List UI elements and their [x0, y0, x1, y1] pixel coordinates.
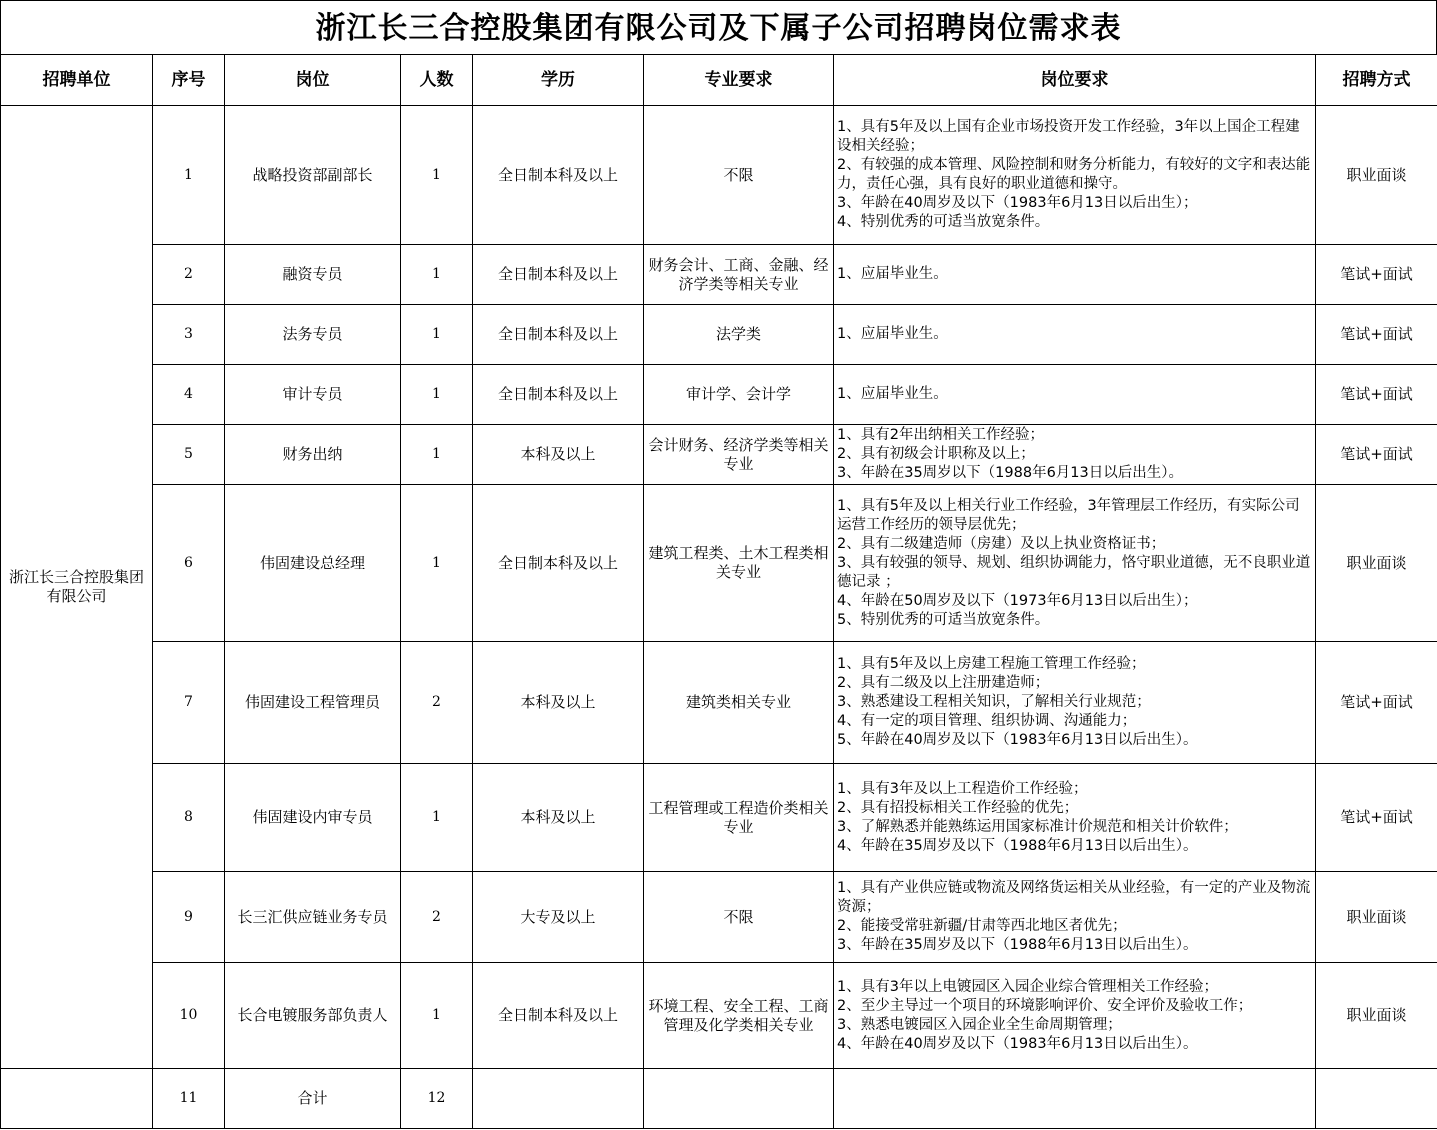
requirement-line: 1、具有3年以上电镀园区入园企业综合管理相关工作经验；	[837, 978, 1218, 995]
header-major: 专业要求	[644, 55, 834, 106]
sheet-title: 浙江长三合控股集团有限公司及下属子公司招聘岗位需求表	[0, 0, 1437, 54]
table-row	[1, 485, 1437, 642]
row-major: 法学类	[644, 305, 834, 365]
row-no: 7	[153, 642, 225, 764]
requirement-line: 1、具有2年出纳相关工作经验；	[837, 427, 1044, 443]
requirement-line: 2、具有二级建造师（房建）及以上执业资格证书；	[837, 535, 1166, 552]
row-requirements	[834, 425, 1316, 485]
header-unit: 招聘单位	[1, 55, 153, 106]
requirement-line: 2、具有二级及以上注册建造师；	[837, 675, 1050, 691]
row-major: 会计财务、经济学类等相关专业	[644, 425, 834, 485]
requirement-line: 3、熟悉建设工程相关知识，了解相关行业规范；	[837, 694, 1151, 710]
row-position: 审计专员	[225, 365, 401, 425]
row-position: 战略投资部副部长	[225, 106, 401, 245]
requirement-line: 3、年龄在40周岁及以下（1983年6月13日以后出生）；	[837, 195, 1198, 211]
row-method: 职业面谈	[1316, 872, 1437, 963]
table-row	[1, 764, 1437, 872]
row-no: 6	[153, 485, 225, 642]
requirement-line: 5、特别优秀的可适当放宽条件。	[837, 611, 1050, 628]
row-position: 财务出纳	[225, 425, 401, 485]
table-row	[1, 642, 1437, 764]
requirement-line: 3、具有较强的领导、规划、组织协调能力，恪守职业道德，无不良职业道德记录 ；	[837, 554, 1311, 590]
row-position: 伟固建设内审专员	[225, 764, 401, 872]
requirement-line: 1、应届毕业生。	[837, 386, 948, 402]
requirement-line: 5、年龄在40周岁及以下（1983年6月13日以后出生）。	[837, 732, 1198, 748]
requirement-line: 2、具有招投标相关工作经验的优先；	[837, 799, 1079, 816]
row-requirements	[834, 642, 1316, 764]
recruiting-unit-cell: 浙江长三合控股集团有限公司	[1, 106, 153, 1069]
row-education: 全日制本科及以上	[473, 245, 644, 305]
table-row	[1, 963, 1437, 1069]
row-count: 1	[401, 764, 473, 872]
total-no: 11	[153, 1069, 225, 1129]
requirement-line: 1、应届毕业生。	[837, 326, 948, 342]
requirement-line: 4、年龄在50周岁及以下（1973年6月13日以后出生）；	[837, 592, 1198, 609]
row-education: 本科及以上	[473, 425, 644, 485]
row-count: 1	[401, 485, 473, 642]
row-education: 全日制本科及以上	[473, 305, 644, 365]
row-position: 融资专员	[225, 245, 401, 305]
requirement-line: 2、至少主导过一个项目的环境影响评价、安全评价及验收工作；	[837, 997, 1253, 1014]
row-no: 4	[153, 365, 225, 425]
row-education: 大专及以上	[473, 872, 644, 963]
header-education: 学历	[473, 55, 644, 106]
row-requirements	[834, 963, 1316, 1069]
row-education: 全日制本科及以上	[473, 365, 644, 425]
row-method: 笔试+面试	[1316, 305, 1437, 365]
header-row	[1, 55, 1437, 106]
row-method: 职业面谈	[1316, 106, 1437, 245]
row-education: 全日制本科及以上	[473, 485, 644, 642]
total-empty-requirements	[834, 1069, 1316, 1129]
requirement-line: 3、熟悉电镀园区入园企业全生命周期管理；	[837, 1016, 1122, 1033]
requirement-line: 4、有一定的项目管理、组织协调、沟通能力；	[837, 713, 1137, 729]
row-count: 1	[401, 305, 473, 365]
total-label: 合计	[225, 1069, 401, 1129]
row-education: 本科及以上	[473, 642, 644, 764]
row-education: 全日制本科及以上	[473, 106, 644, 245]
requirement-line: 1、具有5年及以上相关行业工作经验，3年管理层工作经历，有实际公司运营工作经历的领导层优先；	[837, 497, 1300, 533]
row-requirements	[834, 872, 1316, 963]
table-row	[1, 365, 1437, 425]
row-count: 1	[401, 963, 473, 1069]
header-method: 招聘方式	[1316, 55, 1437, 106]
row-major: 不限	[644, 106, 834, 245]
requirement-line: 2、具有初级会计职称及以上；	[837, 446, 1035, 462]
row-no: 9	[153, 872, 225, 963]
row-method: 职业面谈	[1316, 485, 1437, 642]
row-requirements	[834, 485, 1316, 642]
row-requirements	[834, 305, 1316, 365]
total-count: 12	[401, 1069, 473, 1129]
row-method: 笔试+面试	[1316, 365, 1437, 425]
requirement-line: 1、应届毕业生。	[837, 266, 948, 282]
row-no: 1	[153, 106, 225, 245]
total-empty-unit	[1, 1069, 153, 1129]
row-major: 建筑工程类、土木工程类相关专业	[644, 485, 834, 642]
table-row	[1, 245, 1437, 305]
total-empty-method	[1316, 1069, 1437, 1129]
requirement-line: 1、具有产业供应链或物流及网络货运相关从业经验，有一定的产业及物流资源；	[837, 880, 1311, 915]
row-requirements	[834, 365, 1316, 425]
recruitment-table	[0, 54, 1437, 1129]
row-count: 1	[401, 106, 473, 245]
row-no: 2	[153, 245, 225, 305]
row-count: 1	[401, 245, 473, 305]
header-requirements: 岗位要求	[834, 55, 1316, 106]
table-row	[1, 106, 1437, 245]
row-method: 笔试+面试	[1316, 764, 1437, 872]
row-count: 2	[401, 642, 473, 764]
row-method: 笔试+面试	[1316, 642, 1437, 764]
header-position: 岗位	[225, 55, 401, 106]
row-education: 本科及以上	[473, 764, 644, 872]
requirement-line: 1、具有3年及以上工程造价工作经验；	[837, 780, 1088, 797]
row-no: 5	[153, 425, 225, 485]
requirement-line: 3、年龄在35周岁以下（1988年6月13日以后出生）。	[837, 465, 1184, 481]
row-no: 3	[153, 305, 225, 365]
requirement-line: 3、了解熟悉并能熟练运用国家标准计价规范和相关计价软件；	[837, 818, 1238, 835]
row-major: 工程管理或工程造价类相关专业	[644, 764, 834, 872]
row-count: 2	[401, 872, 473, 963]
row-major: 环境工程、安全工程、工商管理及化学类相关专业	[644, 963, 834, 1069]
row-requirements	[834, 245, 1316, 305]
requirement-line: 1、具有5年及以上房建工程施工管理工作经验；	[837, 656, 1146, 672]
row-requirements	[834, 106, 1316, 245]
total-empty-education	[473, 1069, 644, 1129]
row-method: 笔试+面试	[1316, 425, 1437, 485]
row-position: 伟固建设总经理	[225, 485, 401, 642]
row-requirements	[834, 764, 1316, 872]
row-education: 全日制本科及以上	[473, 963, 644, 1069]
table-row	[1, 872, 1437, 963]
row-position: 长三汇供应链业务专员	[225, 872, 401, 963]
table-row	[1, 425, 1437, 485]
table-row	[1, 305, 1437, 365]
row-position: 伟固建设工程管理员	[225, 642, 401, 764]
requirement-line: 4、特别优秀的可适当放宽条件。	[837, 214, 1050, 230]
row-no: 10	[153, 963, 225, 1069]
header-no: 序号	[153, 55, 225, 106]
requirement-line: 4、年龄在35周岁及以下（1988年6月13日以后出生）。	[837, 837, 1198, 854]
total-empty-major	[644, 1069, 834, 1129]
row-method: 笔试+面试	[1316, 245, 1437, 305]
row-count: 1	[401, 425, 473, 485]
row-no: 8	[153, 764, 225, 872]
row-position: 法务专员	[225, 305, 401, 365]
requirement-line: 3、年龄在35周岁及以下（1988年6月13日以后出生）。	[837, 937, 1198, 953]
row-method: 职业面谈	[1316, 963, 1437, 1069]
row-major: 审计学、会计学	[644, 365, 834, 425]
requirement-line: 2、能接受常驻新疆/甘肃等西北地区者优先；	[837, 918, 1127, 934]
requirement-line: 1、具有5年及以上国有企业市场投资开发工作经验，3年以上国企工程建设相关经验；	[837, 119, 1300, 154]
row-count: 1	[401, 365, 473, 425]
row-major: 建筑类相关专业	[644, 642, 834, 764]
header-count: 人数	[401, 55, 473, 106]
requirement-line: 4、年龄在40周岁及以下（1983年6月13日以后出生）。	[837, 1035, 1198, 1052]
row-major: 不限	[644, 872, 834, 963]
requirement-line: 2、有较强的成本管理、风险控制和财务分析能力，有较好的文字和表达能力，责任心强，具有良好的职业道德和操守。	[837, 157, 1311, 192]
total-row	[1, 1069, 1437, 1129]
row-major: 财务会计、工商、金融、经济学类等相关专业	[644, 245, 834, 305]
row-position: 长合电镀服务部负责人	[225, 963, 401, 1069]
